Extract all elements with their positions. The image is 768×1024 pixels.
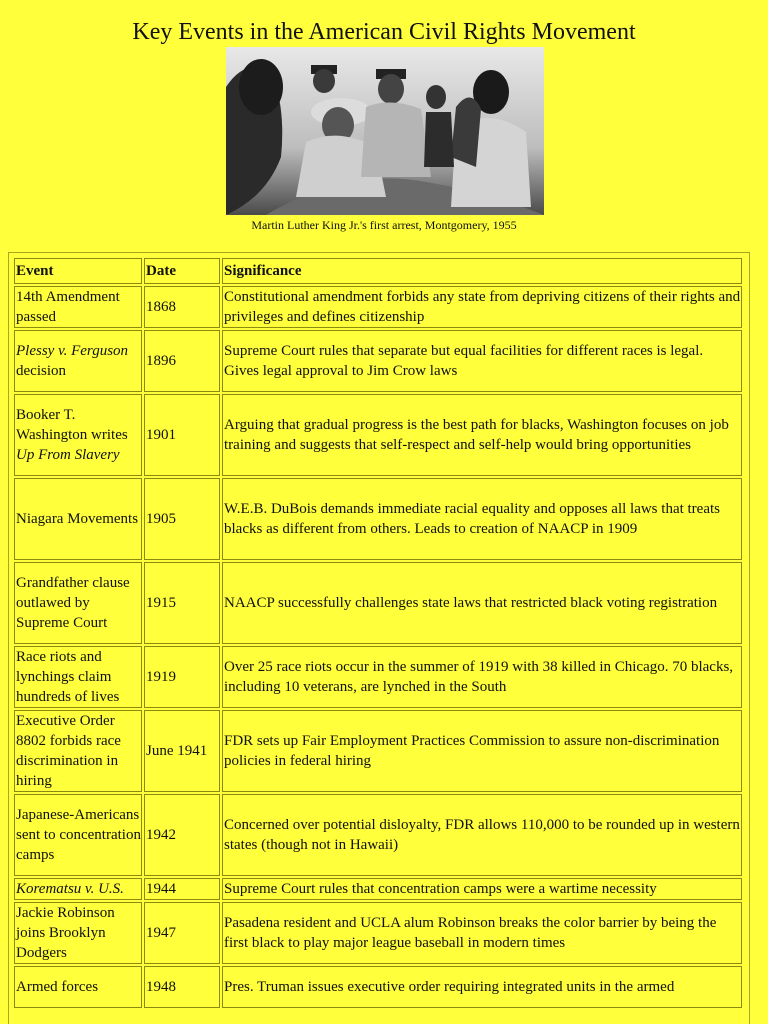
event-title-italic: Korematsu v. U.S. — [16, 881, 124, 897]
event-cell: Grandfather clause outlawed by Supreme Court — [14, 562, 142, 644]
table-row — [14, 794, 742, 876]
event-cell — [14, 394, 142, 476]
date-cell: June 1941 — [144, 710, 220, 792]
header-significance: Significance — [222, 258, 742, 284]
significance-cell: Pasadena resident and UCLA alum Robinson breaks the color barrier by being the first black to play major league baseball in modern times — [222, 902, 742, 964]
significance-cell: Supreme Court rules that concentration camps were a wartime necessity — [222, 878, 742, 900]
table-row — [14, 646, 742, 708]
event-title-italic: Up From Slavery — [16, 447, 120, 463]
date-cell: 1905 — [144, 478, 220, 560]
date-cell: 1896 — [144, 330, 220, 392]
historical-photo — [226, 47, 544, 215]
date-cell: 1901 — [144, 394, 220, 476]
event-title-rest: decision — [16, 363, 66, 379]
event-cell: Race riots and lynchings claim hundreds of lives — [14, 646, 142, 708]
significance-cell: FDR sets up Fair Employment Practices Commission to assure non-discrimination policies in federal hiring — [222, 710, 742, 792]
date-cell: 1919 — [144, 646, 220, 708]
event-cell: Jackie Robinson joins Brooklyn Dodgers — [14, 902, 142, 964]
significance-cell: Pres. Truman issues executive order requiring integrated units in the armed — [222, 966, 742, 1008]
event-title: Booker T. Washington writes — [16, 407, 128, 443]
table-header-row — [14, 258, 742, 284]
event-cell: Executive Order 8802 forbids race discrimination in hiring — [14, 710, 142, 792]
table-row — [14, 330, 742, 392]
table-row — [14, 394, 742, 476]
photo-caption: Martin Luther King Jr.'s first arrest, Montgomery, 1955 — [251, 218, 517, 232]
table-row — [14, 710, 742, 792]
table-row — [14, 902, 742, 964]
significance-cell: Arguing that gradual progress is the best path for blacks, Washington focuses on job training and suggests that self-respect and self-help would bring opportunities — [222, 394, 742, 476]
table-row — [14, 478, 742, 560]
events-table-frame — [8, 252, 750, 1024]
significance-cell: W.E.B. DuBois demands immediate racial equality and opposes all laws that treats blacks as different from others. Leads to creation of NAACP in 1909 — [222, 478, 742, 560]
significance-cell: NAACP successfully challenges state laws that restricted black voting registration — [222, 562, 742, 644]
date-cell: 1915 — [144, 562, 220, 644]
event-cell: Japanese-Americans sent to concentration camps — [14, 794, 142, 876]
header-date: Date — [144, 258, 220, 284]
events-table — [12, 256, 744, 1010]
date-cell: 1948 — [144, 966, 220, 1008]
date-cell: 1868 — [144, 286, 220, 328]
significance-cell: Supreme Court rules that separate but equal facilities for different races is legal. Gives legal approval to Jim Crow laws — [222, 330, 742, 392]
significance-cell: Concerned over potential disloyalty, FDR allows 110,000 to be rounded up in western states (though not in Hawaii) — [222, 794, 742, 876]
date-cell: 1947 — [144, 902, 220, 964]
table-row — [14, 966, 742, 1008]
table-row — [14, 562, 742, 644]
event-cell: 14th Amendment passed — [14, 286, 142, 328]
event-cell — [14, 330, 142, 392]
date-cell: 1944 — [144, 878, 220, 900]
header-event: Event — [14, 258, 142, 284]
date-cell: 1942 — [144, 794, 220, 876]
significance-cell: Over 25 race riots occur in the summer of 1919 with 38 killed in Chicago. 70 blacks, including 10 veterans, are lynched in the South — [222, 646, 742, 708]
event-cell: Niagara Movements — [14, 478, 142, 560]
event-cell — [14, 878, 142, 900]
table-row — [14, 878, 742, 900]
event-cell: Armed forces — [14, 966, 142, 1008]
table-row — [14, 286, 742, 328]
event-title-italic: Plessy v. Ferguson — [16, 343, 129, 359]
significance-cell: Constitutional amendment forbids any state from depriving citizens of their rights and privileges and defines citizenship — [222, 286, 742, 328]
page-title: Key Events in the American Civil Rights Movement — [132, 19, 636, 45]
